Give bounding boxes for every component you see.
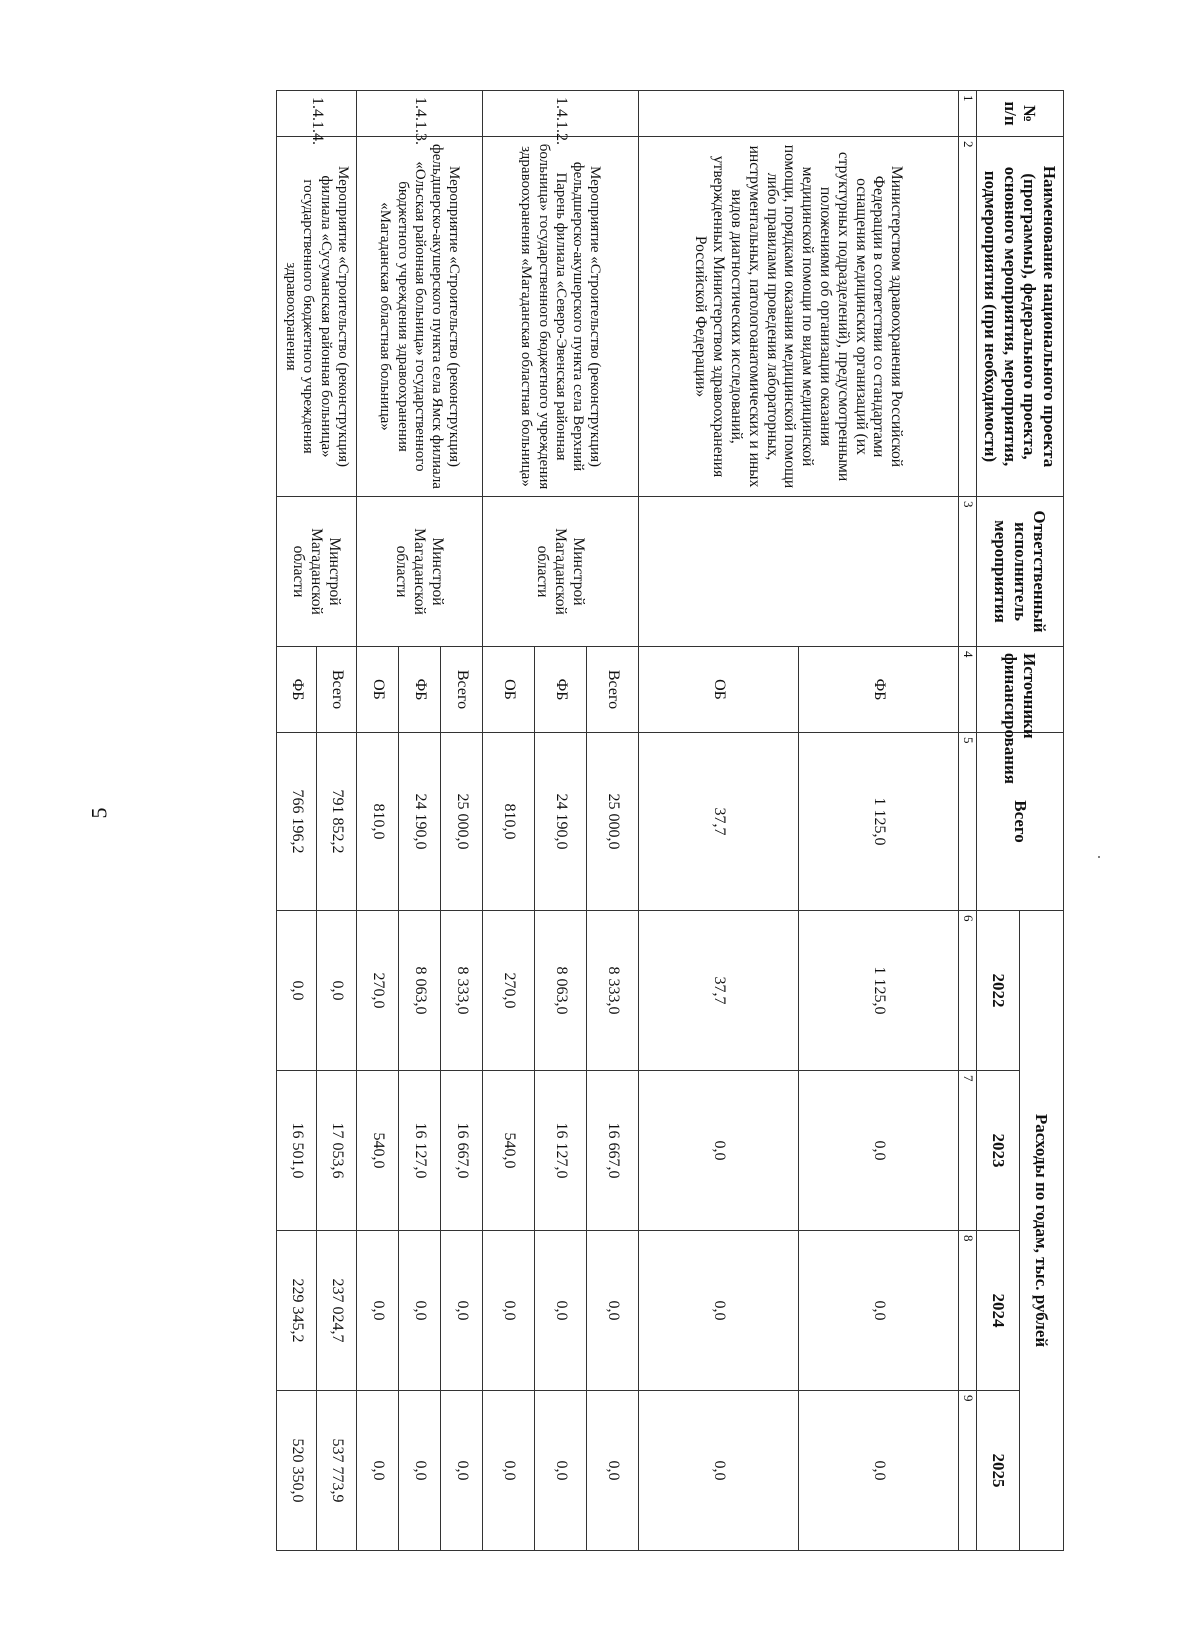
row-total: 24 190,0 (534, 733, 586, 911)
row-source: Всего (586, 647, 638, 733)
row-name: Мероприятие «Строительство (реконструкция) фельдшерско-акушерского пункта села Ямск филиала «Ольская районная больница» государственного бюджетного учреждения здравоохранения «Магаданская областная больница» (356, 137, 482, 497)
row-y2025: 0,0 (586, 1391, 638, 1551)
index-cell: 8 (958, 1231, 976, 1391)
row-y2022: 1 125,0 (798, 911, 958, 1071)
row-y2023: 16 501,0 (276, 1071, 316, 1231)
header-num: № п/п (976, 91, 1063, 137)
row-y2022: 8 333,0 (586, 911, 638, 1071)
index-row (958, 91, 976, 1551)
row-y2022: 0,0 (276, 911, 316, 1071)
table-row (440, 91, 482, 1551)
row-y2023: 16 667,0 (586, 1071, 638, 1231)
row-name: Мероприятие «Строительство (реконструкция) фельдшерско-акушерского пункта села Верхний Парень филиала «Северо-Эвенская районная больница» государственного бюджетного учреждения здравоохранения «Магаданская областная больница» (482, 137, 638, 497)
row-y2022: 8 063,0 (534, 911, 586, 1071)
row-total: 791 852,2 (316, 733, 356, 911)
row-responsible (638, 497, 958, 647)
row-y2022: 8 333,0 (440, 911, 482, 1071)
row-y2023: 0,0 (638, 1071, 798, 1231)
row-total: 766 196,2 (276, 733, 316, 911)
table-row (316, 91, 356, 1551)
row-source: ОБ (638, 647, 798, 733)
row-y2022: 270,0 (482, 911, 534, 1071)
row-name: Мероприятие «Строительство (реконструкция) филиала «Сусуманская районная больница» государственного бюджетного учреждения здравоохранения (276, 137, 356, 497)
header-name: Наименование национального проекта (программы), федерального проекта, основного мероприятия, мероприятия, подмероприятия (при необходимости) (976, 137, 1063, 497)
row-y2025: 537 773,9 (316, 1391, 356, 1551)
row-y2023: 0,0 (798, 1071, 958, 1231)
row-num: 1.4.1.4. (276, 91, 356, 137)
header-year: 2023 (976, 1071, 1020, 1231)
row-source: ФБ (798, 647, 958, 733)
row-responsible: Минстрой Магаданской области (356, 497, 482, 647)
scan-speck (1098, 856, 1100, 858)
row-y2024: 0,0 (638, 1231, 798, 1391)
rotated-table-sheet (144, 90, 1064, 1550)
row-total: 25 000,0 (586, 733, 638, 911)
header-total: Всего (976, 733, 1063, 911)
row-y2023: 540,0 (356, 1071, 398, 1231)
row-total: 810,0 (356, 733, 398, 911)
index-cell: 5 (958, 733, 976, 911)
row-y2023: 16 667,0 (440, 1071, 482, 1231)
row-y2025: 0,0 (798, 1391, 958, 1551)
row-y2025: 0,0 (356, 1391, 398, 1551)
row-y2024: 0,0 (356, 1231, 398, 1391)
row-source: ФБ (534, 647, 586, 733)
header-responsible: Ответственный исполнитель мероприятия (976, 497, 1063, 647)
row-y2023: 17 053,6 (316, 1071, 356, 1231)
row-responsible: Минстрой Магаданской области (482, 497, 638, 647)
row-y2022: 0,0 (316, 911, 356, 1071)
row-y2022: 8 063,0 (398, 911, 440, 1071)
row-total: 810,0 (482, 733, 534, 911)
index-cell: 2 (958, 137, 976, 497)
row-total: 24 190,0 (398, 733, 440, 911)
row-source: ОБ (356, 647, 398, 733)
row-y2025: 520 350,0 (276, 1391, 316, 1551)
header-year: 2025 (976, 1391, 1020, 1551)
row-y2024: 237 024,7 (316, 1231, 356, 1391)
row-y2022: 270,0 (356, 911, 398, 1071)
header-row-1 (1020, 91, 1064, 1551)
row-y2023: 16 127,0 (398, 1071, 440, 1231)
row-total: 37,7 (638, 733, 798, 911)
row-num (638, 91, 958, 137)
row-y2025: 0,0 (534, 1391, 586, 1551)
row-y2023: 540,0 (482, 1071, 534, 1231)
index-cell: 6 (958, 911, 976, 1071)
row-source: ОБ (482, 647, 534, 733)
row-y2024: 0,0 (798, 1231, 958, 1391)
index-cell: 3 (958, 497, 976, 647)
table-row (586, 91, 638, 1551)
row-y2024: 0,0 (534, 1231, 586, 1391)
row-y2022: 37,7 (638, 911, 798, 1071)
table-row (798, 91, 958, 1551)
row-y2025: 0,0 (482, 1391, 534, 1551)
row-source: ФБ (398, 647, 440, 733)
row-source: ФБ (276, 647, 316, 733)
row-y2024: 0,0 (398, 1231, 440, 1391)
row-total: 1 125,0 (798, 733, 958, 911)
row-y2025: 0,0 (638, 1391, 798, 1551)
header-year: 2022 (976, 911, 1020, 1071)
row-name: Министерством здравоохранения Российской Федерации в соответствии со стандартами оснащения медицинских организаций (их структурных подразделений), предусмотренными положениями об организации оказания медицинской помощи по видам медицинской помощи, порядками оказания медицинской помощи либо правилами проведения лабораторных, инструментальных, патологоанатомических и иных видов диагностических исследований, утвержденных Министерством здравоохранения Российской Федерации» (638, 137, 958, 497)
index-cell: 1 (958, 91, 976, 137)
row-num: 1.4.1.3. (356, 91, 482, 137)
row-source: Всего (316, 647, 356, 733)
index-cell: 7 (958, 1071, 976, 1231)
row-responsible: Минстрой Магаданской области (276, 497, 356, 647)
index-cell: 4 (958, 647, 976, 733)
row-y2024: 229 345,2 (276, 1231, 316, 1391)
row-y2025: 0,0 (440, 1391, 482, 1551)
page-number: 5 (86, 807, 112, 819)
row-y2024: 0,0 (482, 1231, 534, 1391)
budget-table (276, 90, 1064, 1551)
row-num: 1.4.1.2. (482, 91, 638, 137)
row-source: Всего (440, 647, 482, 733)
row-y2023: 16 127,0 (534, 1071, 586, 1231)
header-source: Источники финансирования (976, 647, 1063, 733)
header-year: 2024 (976, 1231, 1020, 1391)
row-y2024: 0,0 (586, 1231, 638, 1391)
row-y2025: 0,0 (398, 1391, 440, 1551)
index-cell: 9 (958, 1391, 976, 1551)
row-y2024: 0,0 (440, 1231, 482, 1391)
row-total: 25 000,0 (440, 733, 482, 911)
header-expenses-group: Расходы по годам, тыс. рублей (1020, 911, 1064, 1551)
